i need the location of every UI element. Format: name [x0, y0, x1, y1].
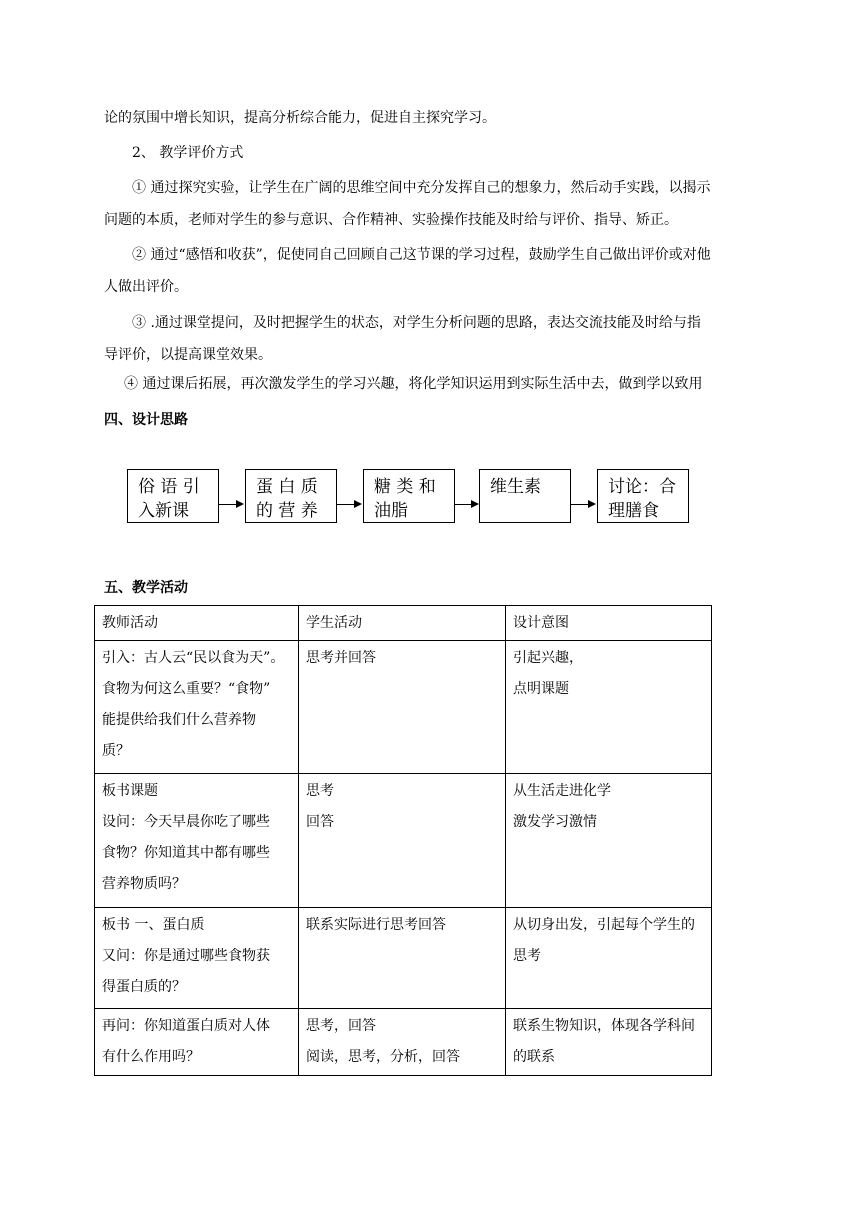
teacher-activity-cell: 板书 一、蛋白质 又问：你是通过哪些食物获 得蛋白质的？ — [95, 908, 299, 1009]
section-heading: 四、设计思路 — [104, 412, 188, 428]
eval-item-1-cont: 问题的本质，老师对学生的参与意识、合作精神、实验操作技能及时给与评价、指导、矫正。 — [104, 212, 678, 228]
design-intent-cell: 从切身出发，引起每个学生的 思考 — [506, 908, 712, 1009]
flow-step — [479, 469, 571, 523]
flow-step-line: 入新课 — [138, 501, 189, 521]
flow-step-line: 蛋 白 质 — [256, 477, 318, 497]
eval-item-3-cont: 导评价，以提高课堂效果。 — [104, 347, 272, 363]
table-row — [95, 641, 712, 774]
flow-arrow — [337, 504, 360, 505]
table-header-row — [95, 606, 712, 641]
design-intent-cell: 联系生物知识，体现各学科间 的联系 — [506, 1009, 712, 1076]
column-header: 学生活动 — [299, 606, 506, 641]
flow-step-line: 的 营 养 — [256, 501, 318, 521]
teaching-activity-table — [94, 605, 712, 1076]
table-row — [95, 908, 712, 1009]
eval-item-2-cont: 人做出评价。 — [104, 279, 188, 295]
paragraph-line: 论的氛围中增长知识，提高分析综合能力，促进自主探究学习。 — [104, 110, 496, 126]
flow-arrow — [455, 504, 477, 505]
column-header: 教师活动 — [95, 606, 299, 641]
teacher-activity-cell: 板书课题 设问：今天早晨你吃了哪些 食物？你知道其中都有哪些 营养物质吗？ — [95, 774, 299, 908]
eval-item-3: ③ .通过课堂提问，及时把握学生的状态，对学生分析问题的思路，表达交流技能及时给与指 — [132, 315, 701, 331]
eval-item-1: ① 通过探究实验，让学生在广阔的思维空间中充分发挥自己的想象力，然后动手实践，以揭示 — [132, 180, 711, 196]
column-header: 设计意图 — [506, 606, 712, 641]
design-intent-cell: 引起兴趣， 点明课题 — [506, 641, 712, 774]
teacher-activity-cell: 引入：古人云“民以食为天”。 食物为何这么重要？“食物” 能提供给我们什么营养物 质？ — [95, 641, 299, 774]
flow-step-line: 油脂 — [374, 501, 408, 521]
flow-step-line: 维生素 — [490, 477, 541, 497]
eval-item-4: ④ 通过课后拓展，再次激发学生的学习兴趣，将化学知识运用到实际生活中去，做到学以致用 — [124, 376, 703, 392]
item-title: 2、 教学评价方式 — [132, 145, 244, 161]
flow-step-line: 讨论：合 — [608, 477, 676, 497]
design-intent-cell: 从生活走进化学 激发学习激情 — [506, 774, 712, 908]
flow-step — [245, 469, 337, 523]
flow-step — [597, 469, 689, 523]
eval-item-2: ② 通过“感悟和收获”，促使同自己回顾自己这节课的学习过程，鼓励学生自己做出评价或对他 — [132, 247, 711, 263]
flow-step-line: 糖 类 和 — [374, 477, 436, 497]
flow-arrow — [571, 504, 594, 505]
student-activity-cell: 思考并回答 — [299, 641, 506, 774]
student-activity-cell: 思考，回答 阅读，思考，分析，回答 — [299, 1009, 506, 1076]
flow-arrow — [219, 504, 242, 505]
flow-step-line: 俗 语 引 — [138, 477, 200, 497]
flow-step — [363, 469, 455, 523]
table-row — [95, 1009, 712, 1076]
teacher-activity-cell: 再问：你知道蛋白质对人体 有什么作用吗？ — [95, 1009, 299, 1076]
student-activity-cell: 思考 回答 — [299, 774, 506, 908]
student-activity-cell: 联系实际进行思考回答 — [299, 908, 506, 1009]
flow-step — [127, 469, 219, 523]
section-heading: 五、教学活动 — [104, 580, 188, 596]
flow-step-line: 理膳食 — [608, 501, 659, 521]
table-row — [95, 774, 712, 908]
